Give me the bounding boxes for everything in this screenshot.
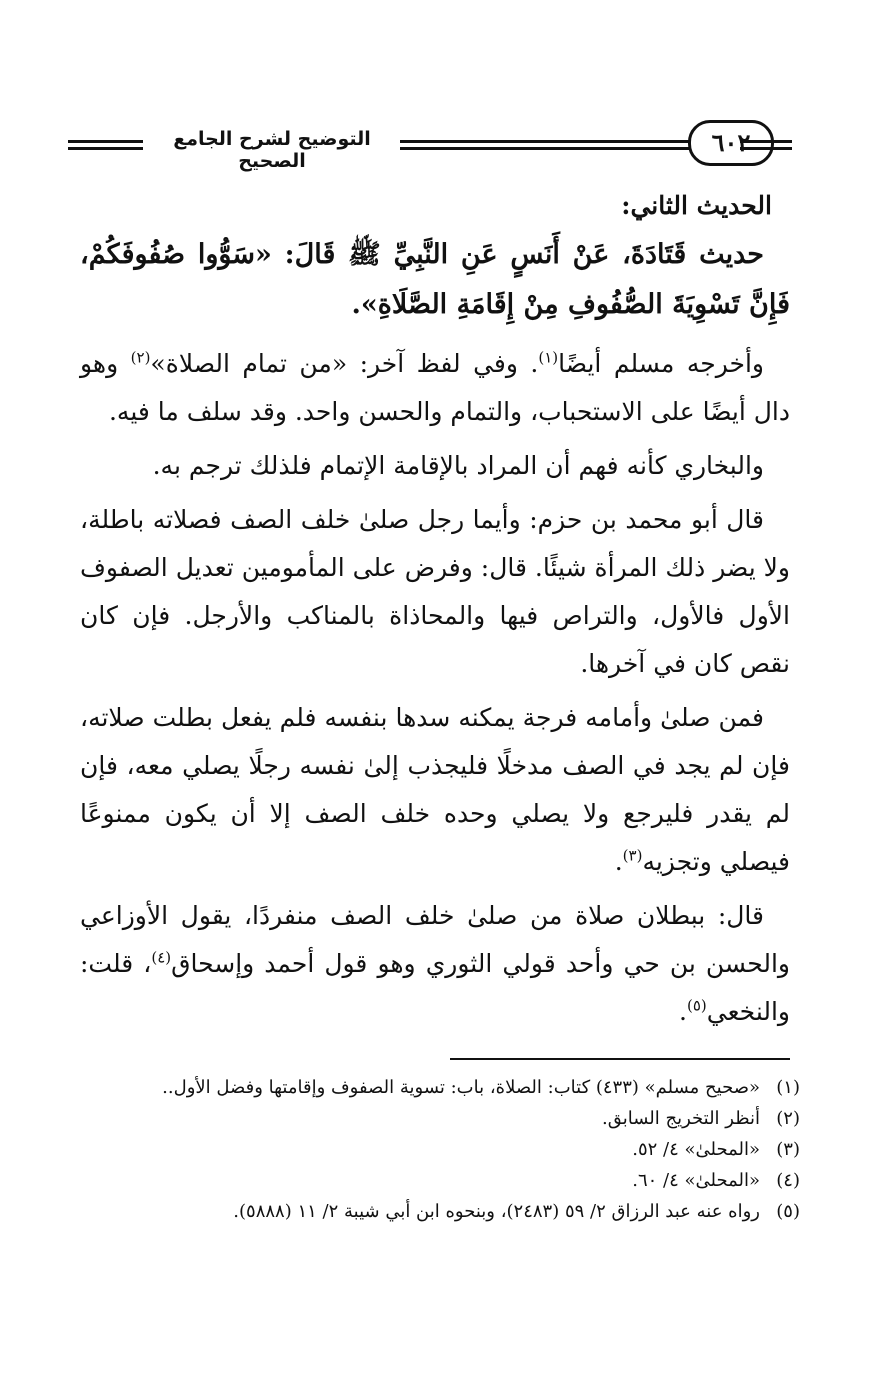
main-text [80,182,790,1042]
page-number: ٦٠٢ [688,120,774,166]
text-run: وهو دال أيضًا على الاستحباب، والتمام والحسن واحد. وقد سلف ما فيه. [80,349,790,426]
footnote-item [80,1103,800,1134]
paragraph: قال أبو محمد بن حزم: وأيما رجل صلىٰ خلف الصف فصلاته باطلة، ولا يضر ذلك المرأة شيئًا. قال: وفرض على المأمومين تعديل الصفوف الأول فالأول، والتراص فيها والمحاذاة بالمناكب والأرجل. فإن كان نقص كان في آخرها. [80,505,790,678]
paragraph [80,892,790,1036]
footnote-text: «صحيح مسلم» (٤٣٣) كتاب: الصلاة، باب: تسوية الصفوف وإقامتها وفضل الأول.. [162,1077,760,1098]
footnote-ref[interactable]: (٣) [622,846,643,865]
footnote-item [80,1196,800,1227]
text-run: قال: ببطلان صلاة من صلىٰ خلف الصف منفردًا، يقول الأوزاعي والحسن بن حي وأحد قولي الثوري وهو قول أحمد وإسحاق [80,901,791,978]
footnote-number: (٤) [776,1170,800,1191]
text-run: . [614,847,623,876]
footnote-item [80,1072,800,1103]
footnote-number: (٢) [776,1108,800,1129]
footnote-ref[interactable]: (٥) [687,996,707,1015]
text-run: . [679,997,687,1026]
footnote-number: (٥) [776,1201,800,1222]
footnote-item [80,1165,800,1196]
footnote-text: أنظر التخريج السابق. [601,1108,760,1129]
header-rule [740,140,792,143]
text-run: فمن صلىٰ وأمامه فرجة يمكنه سدها بنفسه فلم يفعل بطلت صلاته، فإن لم يجد في الصف مدخلًا فليجذب إلىٰ نفسه رجلًا يصلي معه، فإن لم يقدر فليرجع ولا يصلي وحده خلف الصف إلا أن يكون ممنوعًا فيصلي وتجزيه [80,703,790,876]
footnote-item [80,1134,800,1165]
footnote-ref[interactable]: (١) [538,348,559,367]
hadith-text: حديث قَتَادَةَ، عَنْ أَنَسٍ عَنِ النَّبِيِّ ﷺ قَالَ: «سَوُّوا صُفُوفَكُمْ، فَإِنَّ تَسْوِيَةَ الصُّفُوفِ مِنْ إِقَامَةِ الصَّلَاةِ». [80,239,790,320]
text-run: ، قلت: والنخعي [80,949,790,1026]
footnote-ref[interactable]: (٤) [151,948,172,967]
footnote-number: (١) [776,1077,800,1098]
footnotes [80,1072,800,1227]
header-rule [68,140,143,143]
paragraph: والبخاري كأنه فهم أن المراد بالإقامة الإتمام فلذلك ترجم به. [152,451,764,480]
header-rule [68,147,143,150]
header-rule [740,147,792,150]
page-header [60,120,800,172]
text-run: وأخرجه مسلم أيضًا [558,349,765,378]
running-title: التوضيح لشرح الجامع الصحيح [173,128,371,172]
text-run: . وفي لفظ آخر: «من تمام الصلاة» [150,349,539,378]
footnote-text: «المحلىٰ» ٤/ ٦٠. [632,1170,760,1191]
footnote-separator [450,1058,790,1060]
section-heading: الحديث الثاني: [621,191,772,220]
footnote-text: رواه عنه عبد الرزاق ٢/ ٥٩ (٢٤٨٣)، وبنحوه ابن أبي شيبة ٢/ ١١ (٥٨٨٨). [233,1201,760,1222]
footnote-text: «المحلىٰ» ٤/ ٥٢. [632,1139,760,1160]
footnote-number: (٣) [776,1139,800,1160]
paragraph [80,694,790,886]
footnote-ref[interactable]: (٢) [130,348,151,367]
paragraph [80,340,790,436]
